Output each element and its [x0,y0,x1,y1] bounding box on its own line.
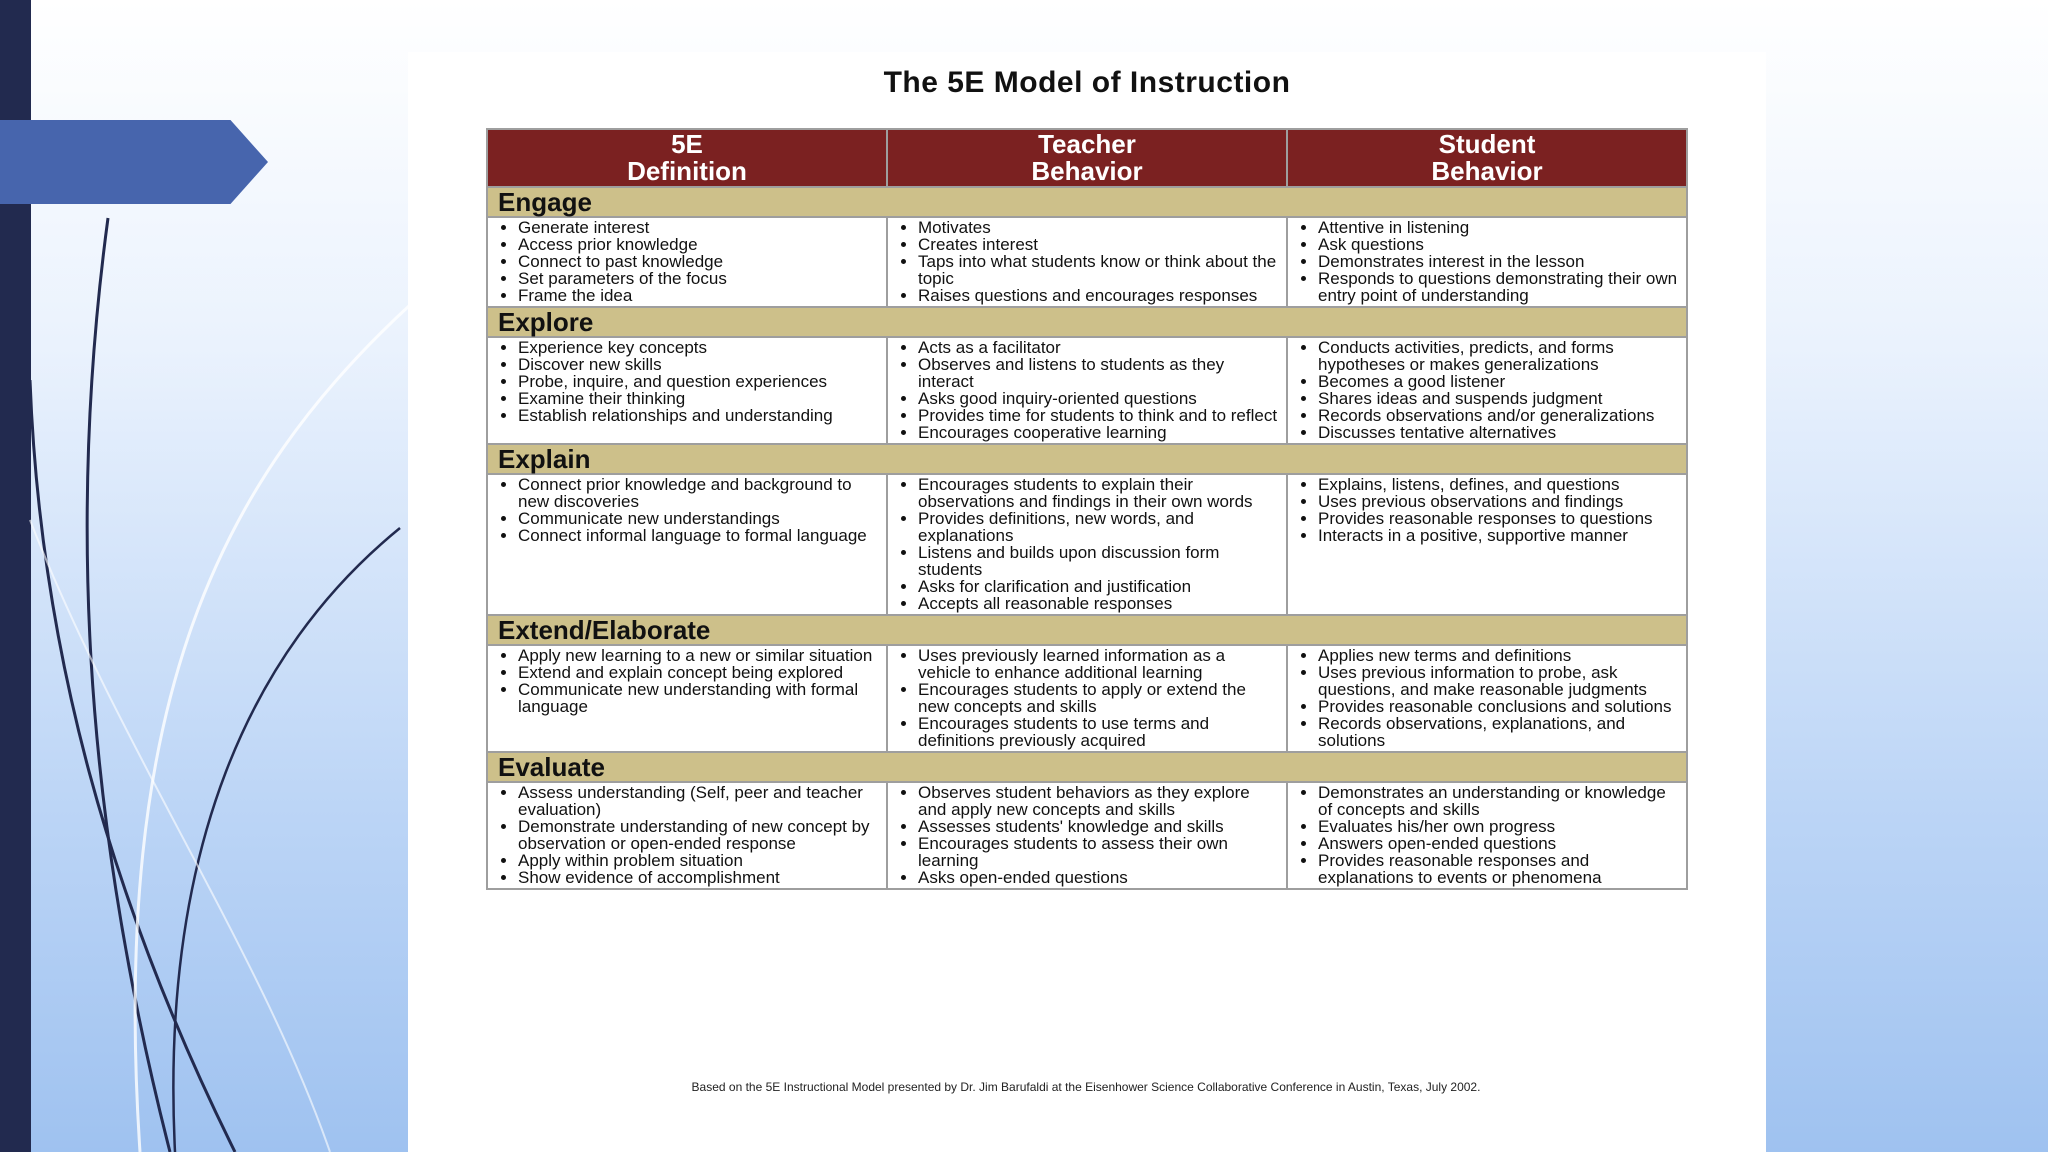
bullet-item: • Encourages students to explain their observations and findings in their own words [918,476,1280,510]
bullet-item: • Assess understanding (Self, peer and teacher evaluation) [518,784,880,818]
bullet-item: • Attentive in listening [1318,219,1680,236]
bullet-item: • Probe, inquire, and question experiences [518,373,880,390]
cell-student [1287,337,1687,444]
bullet-list [1296,339,1680,441]
bullet-list [496,339,880,424]
bullet-item: • Provides definitions, new words, and explanations [918,510,1280,544]
bullet-item: • Acts as a facilitator [918,339,1280,356]
bullet-item: • Encourages students to assess their own learning [918,835,1280,869]
document-image [408,52,1766,1152]
bullet-list [1296,476,1680,544]
table-body [487,187,1687,889]
bullet-item: • Communicate new understandings [518,510,880,527]
bullet-item: • Raises questions and encourages responses [918,287,1280,304]
cell-student [1287,217,1687,307]
bullet-list [1296,647,1680,749]
cell-definition [487,217,887,307]
arrow-tab-shape [0,120,268,204]
bullet-item: • Answers open-ended questions [1318,835,1680,852]
bullet-list [896,647,1280,749]
phase-content-row [487,474,1687,615]
bullet-item: • Explains, listens, defines, and questions [1318,476,1680,493]
bullet-item: • Assesses students' knowledge and skills [918,818,1280,835]
phase-name: Evaluate [487,752,1687,782]
bullet-item: • Creates interest [918,236,1280,253]
bullet-item: • Uses previous observations and findings [1318,493,1680,510]
bullet-list [896,339,1280,441]
bullet-item: • Apply new learning to a new or similar situation [518,647,880,664]
cell-definition [487,782,887,889]
bullet-item: • Records observations and/or generalizations [1318,407,1680,424]
bullet-item: • Provides reasonable responses to questions [1318,510,1680,527]
bullet-list [896,219,1280,304]
bullet-item: • Set parameters of the focus [518,270,880,287]
bullet-list [1296,784,1680,886]
bullet-item: • Generate interest [518,219,880,236]
bullet-list [496,219,880,304]
bullet-list [496,647,880,715]
bullet-item: • Demonstrate understanding of new concept by observation or open-ended response [518,818,880,852]
bullet-item: • Encourages cooperative learning [918,424,1280,441]
5e-model-table [486,128,1688,890]
bullet-item: • Motivates [918,219,1280,236]
phase-name: Extend/Elaborate [487,615,1687,645]
cell-student [1287,474,1687,615]
phase-header-row [487,615,1687,645]
bullet-item: • Communicate new understanding with formal language [518,681,880,715]
header-row [487,129,1687,187]
footnote: Based on the 5E Instructional Model presented by Dr. Jim Barufaldi at the Eisenhower Science Collaborative Conference in Austin, Texas, July 2002. [691,1080,1481,1094]
bullet-item: • Apply within problem situation [518,852,880,869]
bullet-list [496,784,880,886]
bullet-item: • Provides reasonable responses and explanations to events or phenomena [1318,852,1680,886]
bullet-item: • Applies new terms and definitions [1318,647,1680,664]
bullet-item: • Discover new skills [518,356,880,373]
bullet-item: • Ask questions [1318,236,1680,253]
bullet-item: • Provides time for students to think and to reflect [918,407,1280,424]
phase-content-row [487,645,1687,752]
bullet-item: • Accepts all reasonable responses [918,595,1280,612]
bullet-item: • Show evidence of accomplishment [518,869,880,886]
bullet-item: • Becomes a good listener [1318,373,1680,390]
bullet-item: • Encourages students to use terms and definitions previously acquired [918,715,1280,749]
phase-name: Explore [487,307,1687,337]
bullet-item: • Provides reasonable conclusions and solutions [1318,698,1680,715]
phase-header-row [487,444,1687,474]
bullet-item: • Shares ideas and suspends judgment [1318,390,1680,407]
phase-header-row [487,187,1687,217]
header-definition: 5E Definition [487,129,887,187]
bullet-item: • Demonstrates interest in the lesson [1318,253,1680,270]
cell-teacher [887,474,1287,615]
phase-header-row [487,752,1687,782]
bullet-item: • Observes and listens to students as they interact [918,356,1280,390]
bullet-item: • Asks for clarification and justification [918,578,1280,595]
bullet-item: • Uses previously learned information as a vehicle to enhance additional learning [918,647,1280,681]
bullet-item: • Observes student behaviors as they explore and apply new concepts and skills [918,784,1280,818]
phase-content-row [487,217,1687,307]
phase-name: Explain [487,444,1687,474]
bullet-item: • Evaluates his/her own progress [1318,818,1680,835]
bullet-item: • Establish relationships and understanding [518,407,880,424]
bullet-item: • Interacts in a positive, supportive manner [1318,527,1680,544]
bullet-list [1296,219,1680,304]
phase-content-row [487,782,1687,889]
header-student-behavior: Student Behavior [1287,129,1687,187]
cell-student [1287,782,1687,889]
cell-teacher [887,782,1287,889]
bullet-item: • Connect to past knowledge [518,253,880,270]
bullet-item: • Connect prior knowledge and background to new discoveries [518,476,880,510]
cell-definition [487,337,887,444]
bullet-list [896,784,1280,886]
phase-header-row [487,307,1687,337]
bullet-item: • Conducts activities, predicts, and forms hypotheses or makes generalizations [1318,339,1680,373]
header-teacher-behavior: Teacher Behavior [887,129,1287,187]
bullet-item: • Uses previous information to probe, ask questions, and make reasonable judgments [1318,664,1680,698]
phase-name: Engage [487,187,1687,217]
cell-definition [487,474,887,615]
document-title: The 5E Model of Instruction [883,66,1291,99]
bullet-item: • Examine their thinking [518,390,880,407]
bullet-item: • Experience key concepts [518,339,880,356]
bullet-item: • Listens and builds upon discussion form students [918,544,1280,578]
bullet-item: • Records observations, explanations, and solutions [1318,715,1680,749]
phase-content-row [487,337,1687,444]
bullet-list [496,476,880,544]
bullet-item: • Discusses tentative alternatives [1318,424,1680,441]
bullet-item: • Demonstrates an understanding or knowledge of concepts and skills [1318,784,1680,818]
cell-teacher [887,645,1287,752]
bullet-item: • Asks open-ended questions [918,869,1280,886]
bullet-item: • Frame the idea [518,287,880,304]
bullet-item: • Encourages students to apply or extend the new concepts and skills [918,681,1280,715]
cell-teacher [887,217,1287,307]
bullet-item: • Access prior knowledge [518,236,880,253]
bullet-item: • Taps into what students know or think about the topic [918,253,1280,287]
cell-definition [487,645,887,752]
bullet-item: • Connect informal language to formal language [518,527,880,544]
bullet-item: • Extend and explain concept being explored [518,664,880,681]
bullet-list [896,476,1280,612]
cell-student [1287,645,1687,752]
cell-teacher [887,337,1287,444]
bullet-item: • Asks good inquiry-oriented questions [918,390,1280,407]
bullet-item: • Responds to questions demonstrating their own entry point of understanding [1318,270,1680,304]
